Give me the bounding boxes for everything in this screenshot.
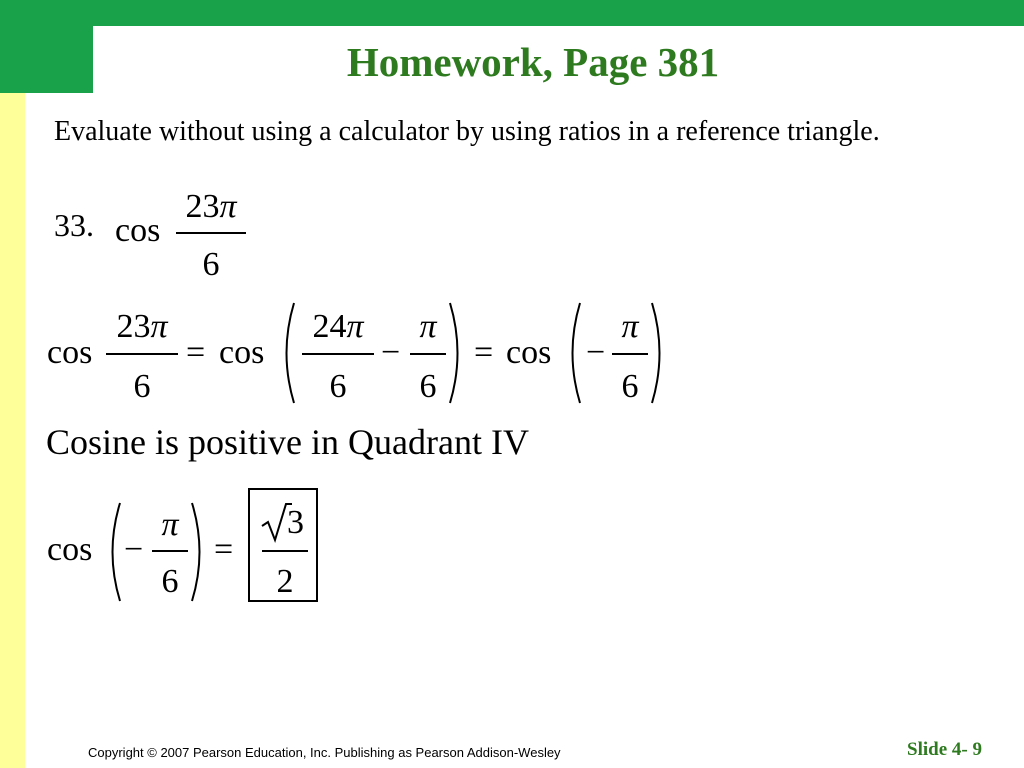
- left-parenthesis: [562, 300, 584, 406]
- left-accent-bar: [0, 93, 25, 768]
- fraction-denominator: 6: [161, 563, 179, 600]
- fraction-denominator: 6: [133, 368, 151, 405]
- slide-number: Slide 4- 9: [907, 739, 982, 760]
- left-parenthesis: [102, 500, 124, 604]
- left-parenthesis: [276, 300, 298, 406]
- quadrant-note: Cosine is positive in Quadrant IV: [46, 422, 529, 462]
- cos-label: cos: [115, 212, 161, 249]
- fraction-denominator: 6: [621, 368, 639, 405]
- minus-sign: −: [124, 531, 144, 568]
- cos-label: cos: [47, 334, 93, 371]
- cos-label: cos: [506, 334, 552, 371]
- right-parenthesis: [446, 300, 468, 406]
- fraction-numerator: π: [161, 506, 179, 543]
- fraction-bar: [410, 353, 446, 355]
- copyright-notice: Copyright © 2007 Pearson Education, Inc. Publishing as Pearson Addison-Wesley: [88, 745, 561, 760]
- fraction-denominator: 6: [202, 246, 220, 283]
- fraction-numerator: π: [621, 308, 639, 345]
- fraction-bar: [176, 232, 246, 234]
- fraction-bar: [302, 353, 374, 355]
- equals-sign: =: [214, 531, 234, 568]
- minus-sign: −: [381, 334, 401, 371]
- equals-sign: =: [474, 334, 494, 371]
- right-parenthesis: [188, 500, 210, 604]
- cos-label: cos: [219, 334, 265, 371]
- problem-instructions: Evaluate without using a calculator by using ratios in a reference triangle.: [54, 116, 880, 147]
- slide-title: Homework, Page 381: [346, 39, 720, 85]
- fraction-numerator: π: [419, 308, 437, 345]
- fraction-numerator: 23π: [185, 188, 237, 225]
- fraction-bar: [152, 550, 188, 552]
- fraction-denominator: 6: [329, 368, 347, 405]
- fraction-bar: [262, 550, 308, 552]
- minus-sign: −: [586, 334, 606, 371]
- radicand: 3: [287, 504, 304, 541]
- fraction-denominator: 2: [276, 563, 294, 600]
- problem-number: 33.: [54, 207, 94, 243]
- top-accent-bar: [0, 0, 1024, 26]
- equals-sign: =: [186, 334, 206, 371]
- fraction-numerator: 24π: [312, 308, 364, 345]
- right-parenthesis: [648, 300, 670, 406]
- fraction-bar: [106, 353, 178, 355]
- fraction-numerator: 23π: [116, 308, 168, 345]
- fraction-bar: [612, 353, 648, 355]
- fraction-denominator: 6: [419, 368, 437, 405]
- cos-label: cos: [47, 531, 93, 568]
